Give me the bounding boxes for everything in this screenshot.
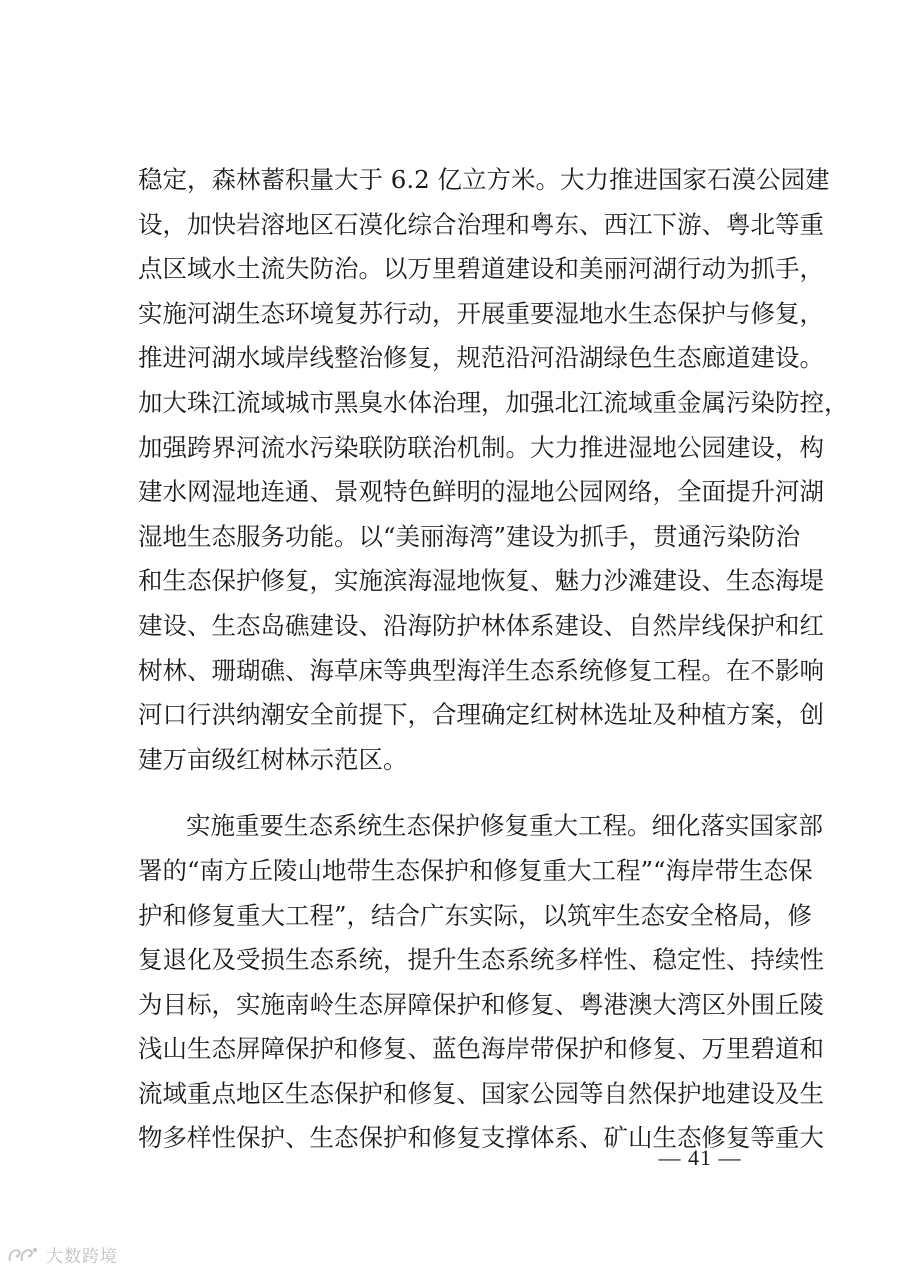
text-line: 稳定，森林蓄积量大于 6.2 亿立方米。大力推进国家石漠公园建 bbox=[138, 165, 830, 194]
text-line: 设，加快岩溶地区石漠化综合治理和粤东、西江下游、粤北等重 bbox=[138, 209, 824, 239]
text-line: 树林、珊瑚礁、海草床等典型海洋生态系统修复工程。在不影响 bbox=[138, 655, 824, 685]
text-line: 复退化及受损生态系统，提升生态系统多样性、稳定性、持续性 bbox=[138, 945, 824, 975]
page-number: — 41 — bbox=[658, 1145, 742, 1170]
watermark bbox=[6, 1242, 118, 1267]
paragraph-2 bbox=[138, 804, 824, 1161]
text-line: 实施河湖生态环境复苏行动，开展重要湿地水生态保护与修复， bbox=[138, 298, 824, 328]
text-line: 湿地生态服务功能。以“美丽海湾”建设为抓手，贯通污染防治 bbox=[138, 521, 801, 551]
body-text bbox=[138, 158, 849, 1161]
text-line: 护和修复重大工程”，结合广东实际，以筑牢生态安全格局，修 bbox=[138, 900, 813, 930]
text-line: 推进河湖水域岸线整治修复，规范沿河沿湖绿色生态廊道建设。 bbox=[138, 343, 824, 373]
brand-logo-icon bbox=[6, 1244, 40, 1266]
text-line: 和生态保护修复，实施滨海湿地恢复、魅力沙滩建设、生态海堤 bbox=[138, 566, 824, 596]
text-line: 加强跨界河流水污染联防联治机制。大力推进湿地公园建设，构 bbox=[138, 432, 824, 462]
text-line: 署的“南方丘陵山地带生态保护和修复重大工程”“海岸带生态保 bbox=[138, 855, 813, 885]
paragraph-spacer bbox=[138, 782, 768, 804]
text-line: 建万亩级红树林示范区。 bbox=[138, 744, 408, 774]
text-line: 为目标，实施南岭生态屏障保护和修复、粤港澳大湾区外围丘陵 bbox=[138, 989, 824, 1019]
text-line: 建设、生态岛礁建设、沿海防护林体系建设、自然岸线保护和红 bbox=[138, 610, 824, 640]
text-line: 浅山生态屏障保护和修复、蓝色海岸带保护和修复、万里碧道和 bbox=[138, 1034, 824, 1064]
text-line: 建水网湿地连通、景观特色鲜明的湿地公园网络，全面提升河湖 bbox=[138, 477, 824, 507]
text-line: 河口行洪纳潮安全前提下，合理确定红树林选址及种植方案，创 bbox=[138, 700, 824, 730]
text-line: 点区域水土流失防治。以万里碧道建设和美丽河湖行动为抓手， bbox=[138, 254, 824, 284]
text-line: 加大珠江流域城市黑臭水体治理，加强北江流域重金属污染防控， bbox=[138, 387, 849, 417]
paragraph-1 bbox=[138, 158, 849, 782]
text-line: 流域重点地区生态保护和修复、国家公园等自然保护地建设及生 bbox=[138, 1078, 824, 1108]
text-line: 实施重要生态系统生态保护修复重大工程。细化落实国家部 bbox=[186, 811, 823, 841]
watermark-text: 大数跨境 bbox=[46, 1247, 118, 1267]
text-line: 物多样性保护、生态保护和修复支撑体系、矿山生态修复等重大 bbox=[138, 1123, 824, 1153]
